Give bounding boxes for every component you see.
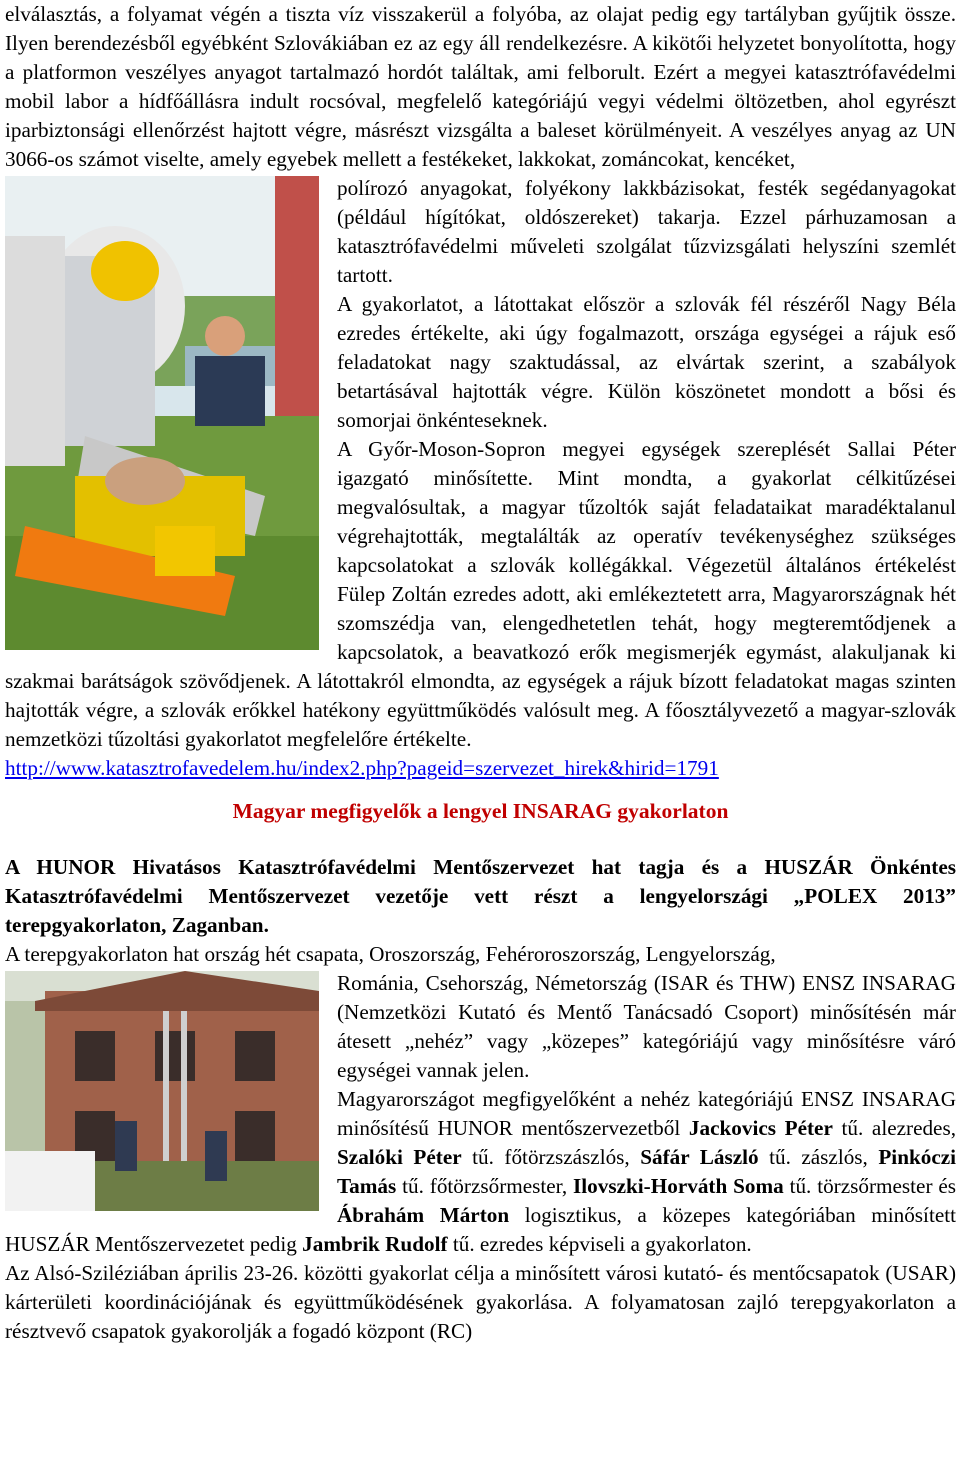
person-name-4: Pinkóczi Tamás xyxy=(337,1145,957,1198)
person-name-2: Szalóki Péter xyxy=(337,1145,462,1169)
person-name-1: Jackovics Péter xyxy=(688,1116,833,1140)
article2-paragraph-3 xyxy=(5,1259,956,1346)
observers-text-d: tű. zászlós, xyxy=(769,1145,868,1169)
source-link[interactable]: http://www.katasztrofavedelem.hu/index2.php?pageid=szervezet_hirek&hirid=1791 xyxy=(5,756,719,780)
article1-text-summary: A Győr-Moson-Sopron megyei egységek szereplését Sallai Péter igazgató minősítette. Mint mondta, a gyakorlat célkitűzései megvalósultak, a magyar tűzoltók saját feladataikat maradéktalanul végrehajtották, megtalálták az operatív tevékenységhez szükséges kapcsolatokat a szlovák kollégákkal. Végezetül általános értékelést Fülep Zoltán ezredes adott, aki emlékeztetett arra, Magyarországnak hét szomszédja van, elengedhetetlen tehát, hogy megteremtődjenek a kapcsolatok, a beavatkozó erők megismerjék egymást, alakuljanak ki szakmai barátságok szövődjenek. A látottakról elmondta, az egységek a rájuk bízott feladatokat magas szinten hajtották végre, a szlovák erőkkel hatékony együttműködés valósult meg. A főosztályvezető a magyar-szlovák nemzetközi tűzoltási gyakorlatot megfelelőre értékelte. xyxy=(5,437,956,751)
person-name-6: Ábrahám Márton xyxy=(337,1203,510,1227)
observers-text-a: Magyarországot megfigyelőként a nehéz kategóriájú ENSZ INSARAG minősítésű HUNOR mentőszervezetből xyxy=(337,1087,956,1140)
observers-text-h: tű. ezredes képviseli a gyakorlaton. xyxy=(452,1232,752,1256)
person-name-7: Jambrik Rudolf xyxy=(302,1232,448,1256)
document-page xyxy=(5,0,956,1346)
observers-text-b: tű. alezredes, xyxy=(841,1116,957,1140)
person-name-3: Sáfár László xyxy=(640,1145,759,1169)
article1-text-cont: polírozó anyagokat, folyékony lakkbázisokat, festék segédanyagokat (például hígítókat, oldószereket) takarja. Ezzel párhuzamosan a katasztrófavédelmi műveleti szolgálat tűzvizsgálati helyszíni szemlét tartott. xyxy=(337,176,956,287)
article2-text-goal: Az Alsó-Sziléziában április 23-26. közötti gyakorlat célja a minősített városi kutató- és mentőcsapatok (USAR) kárterületi koordinációjának és együttműködésének gyakorlása. A folyamatosan zajló terepgyakorlaton a résztvevő csapatok gyakorolják a fogadó központ (RC) xyxy=(5,1261,956,1343)
rescue-exercise-photo xyxy=(5,176,319,650)
article2-lead: A HUNOR Hivatásos Katasztrófavédelmi Mentőszervezet hat tagja és a HUSZÁR Önkéntes Katasztrófavédelmi Mentőszervezet vezetője vett részt a lengyelországi „POLEX 2013” terepgyakorlaton, Zaganban. xyxy=(5,855,956,937)
building-exercise-photo xyxy=(5,971,319,1211)
article1-link-line xyxy=(5,754,956,783)
observers-text-f: tű. törzsőrmester és xyxy=(789,1174,957,1198)
person-name-5: Ilovszki-Horváth Soma xyxy=(573,1174,784,1198)
article2-text-teams: Románia, Csehország, Németország (ISAR és THW) ENSZ INSARAG (Nemzetközi Kutató és Mentő Tanácsadó Csoport) minősítésén már átesett „nehéz” vagy „közepes” kategóriájú vagy minősítésre váró egységei vannak jelen. xyxy=(337,971,956,1082)
article2-title: Magyar megfigyelők a lengyel INSARAG gyakorlaton xyxy=(232,799,729,823)
article2-paragraph-1-start xyxy=(5,940,956,969)
observers-text-g: logisztikus, a közepes kategóriában minősített HUSZÁR Mentőszervezetet pedig xyxy=(5,1203,957,1256)
article1-text-intro: elválasztás, a folyamat végén a tiszta víz visszakerül a folyóba, az olajat pedig egy tartályban gyűjtik össze. Ilyen berendezésből egyébként Szlovákiában ez az egy áll rendelkezésre. A kikötői helyzetet bonyolította, hogy a platformon veszélyes anyagot tartalmazó hordót találtak, ami felborult. Ezért a megyei katasztrófavédelmi mobil labor a hídfőállásra indult rocsóval, megfelelő kategóriájú vegyi védelmi öltözetben, ahol egyrészt iparbiztonsági ellenőrzést hajtott végre, másrészt vizsgálta a baleset körülményeit. A veszélyes anyag az UN 3066-os számot viselte, amely egyebek mellett a festékeket, lakkokat, zománcokat, kencéket, xyxy=(5,2,956,171)
article2-text-start: A terepgyakorlaton hat ország hét csapata, Oroszország, Fehéroroszország, Lengyelország, xyxy=(5,942,776,966)
observers-text-e: tű. főtörzsőrmester, xyxy=(402,1174,568,1198)
observers-text-c: tű. főtörzszászlós, xyxy=(472,1145,630,1169)
article1-paragraph-1 xyxy=(5,0,956,174)
article1-text-evaluation: A gyakorlatot, a látottakat először a szlovák fél részéről Nagy Béla ezredes értékelte, aki úgy fogalmazott, országa egységei a rájuk eső feladatokat nagy szaktudással, az elvártak szerint, a szabályok betartásával hajtották végre. Külön köszönetet mondott a bősi és somorjai önkénteseknek. xyxy=(337,292,956,432)
